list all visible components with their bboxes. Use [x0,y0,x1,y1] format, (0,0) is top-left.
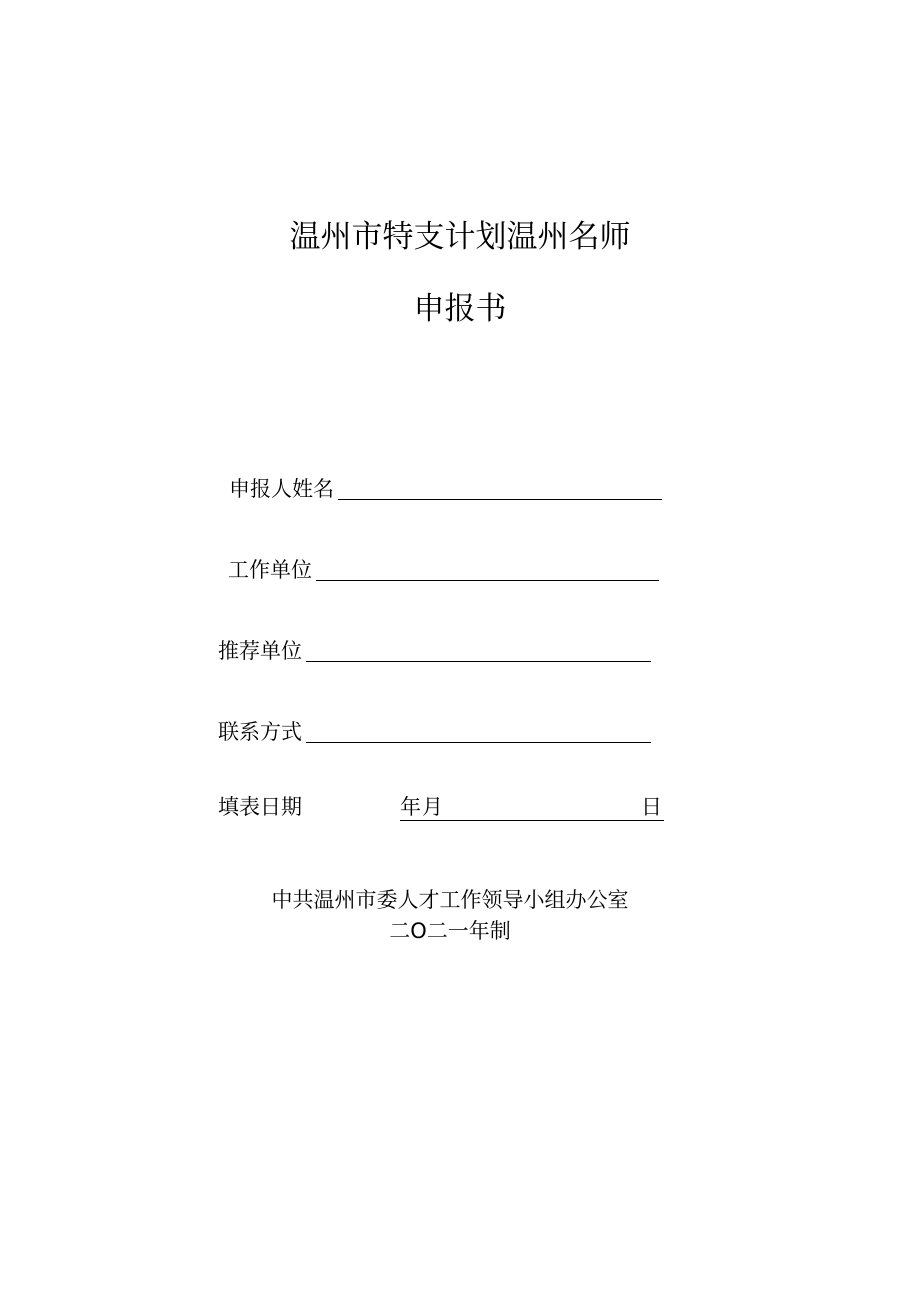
work-unit-label: 工作单位 [228,558,312,582]
fill-date-field [218,790,302,820]
recommending-unit-label: 推荐单位 [218,639,302,663]
date-day-label: 日 [641,795,662,819]
fill-date-blank [400,790,664,821]
work-unit-blank [316,558,659,581]
issuer-text: 中共温州市委人才工作领导小组办公室 [271,888,629,912]
date-year-label: 年 [400,795,421,819]
contact-label: 联系方式 [218,720,302,744]
recommending-unit-blank [306,639,651,662]
applicant-name-label: 申报人姓名 [229,477,334,501]
contact-blank [306,720,651,743]
date-month-label: 月 [422,795,443,819]
document-title: 温州市特支计划温州名师 [289,219,631,255]
fill-date-label: 填表日期 [218,795,302,819]
contact-field [218,715,651,745]
recommending-unit-field [218,634,651,664]
applicant-name-field [229,472,662,502]
work-unit-field [228,553,659,583]
issue-year-text: 二O二一年制 [389,919,511,943]
applicant-name-blank [338,477,662,500]
document-subtitle: 申报书 [413,291,507,327]
